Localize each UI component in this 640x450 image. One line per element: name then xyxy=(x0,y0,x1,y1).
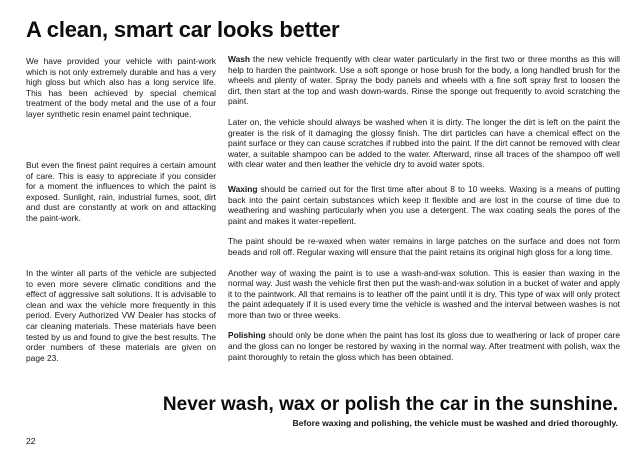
page-title: A clean, smart car looks better xyxy=(26,17,340,42)
page-number: 22 xyxy=(26,436,36,446)
paint-care-paragraph: But even the finest paint requires a certain amount of care. This is easy to appreciate if you consider for a moment the influences to which the paint is exposed. Sunlight, rain, industrial fumes, soot, dirt and dust are constantly at work on and attacking the paint-work. xyxy=(26,160,216,223)
polishing-heading: Polishing xyxy=(228,330,266,341)
polishing-text: should only be done when the paint has lost its gloss due to weathering or lack of proper care and the gloss can no longer be restored by waxing in the normal way. After treatment with polish, wax the paint thoroughly to retain the gloss which has been obtained. xyxy=(228,330,620,362)
polishing-paragraph xyxy=(228,330,620,362)
waxing-heading: Waxing xyxy=(228,183,258,194)
wash-paragraph xyxy=(228,54,620,107)
warning-banner: Never wash, wax or polish the car in the sunshine. xyxy=(162,394,618,415)
instructions-column xyxy=(228,54,620,372)
wash-later-paragraph: Later on, the vehicle should always be washed when it is dirty. The longer the dirt is left on the paint the greater is the risk of it damaging the glossy finish. The dirt particles can have a chemical effect on the paint surface or they can cause scratches if rubbed into the paint. If the dirt cannot be removed with clear water, a suitable shampoo can be added to the water. Afterward, rinse all traces of the shampoo off well with clear water and then leather the vehicle dry to avoid water spots. xyxy=(228,116,620,170)
rewax-paragraph: The paint should be re-waxed when water remains in large patches on the surface and does not form beads and roll off. Regular waxing will ensure that the paint retains its original high gloss for a long time. xyxy=(228,236,620,257)
wash-heading: Wash xyxy=(228,54,251,64)
waxing-paragraph xyxy=(228,184,620,226)
warning-subtext: Before waxing and polishing, the vehicle must be washed and dried thoroughly. xyxy=(292,418,618,428)
intro-paragraph: We have provided your vehicle with paint-work which is not only extremely durable and has a very high gloss but which also has a long service life. This has been achieved by special chemical treatment of the body metal and the use of a four layer synthetic resin enamel paint technique. xyxy=(26,56,216,119)
wash-and-wax-paragraph: Another way of waxing the paint is to use a wash-and-wax solution. This is easier than waxing in the normal way. Just wash the vehicle first then put the wash-and-wax solution in a bucket of water and apply it to the paintwork. All that remains is to leather off the paint until it is dry. This type of wax will only protect the paint adequately if it is used every time the vehicle is washed and the interval between washes is not more than two or three weeks. xyxy=(228,267,620,320)
winter-care-paragraph: In the winter all parts of the vehicle are subjected to even more severe climatic conditions and the effect of aggressive salt solutions. It is advisable to clean and wax the vehicle more frequently in this period. Every Authorized VW Dealer has stocks of car cleaning materials. These materials have been tested by us and found to give the best results. The order numbers of these materials are given on page 23. xyxy=(26,268,216,363)
wash-text: the new vehicle frequently with clear water particularly in the first two or three months as this will help to harden the paintwork. Use a soft sponge or hose brush for the body, a long handled brush for the wheels and plenty of water. Spray the body panels and wheels with a fine soft spray first to loosen the dirt, then start at the top and wash down-wards. Rinse the sponge out frequently to avoid scratching the paint. xyxy=(228,54,620,107)
waxing-text: should be carried out for the first time after about 8 to 10 weeks. Waxing is a means of putting back into the paint certain substances which keep it flexible and are lost in the course of time due to weathering and washing particularly when you use a detergent. The wax coating seals the pores of the paint and makes it water-repellent. xyxy=(228,183,620,226)
